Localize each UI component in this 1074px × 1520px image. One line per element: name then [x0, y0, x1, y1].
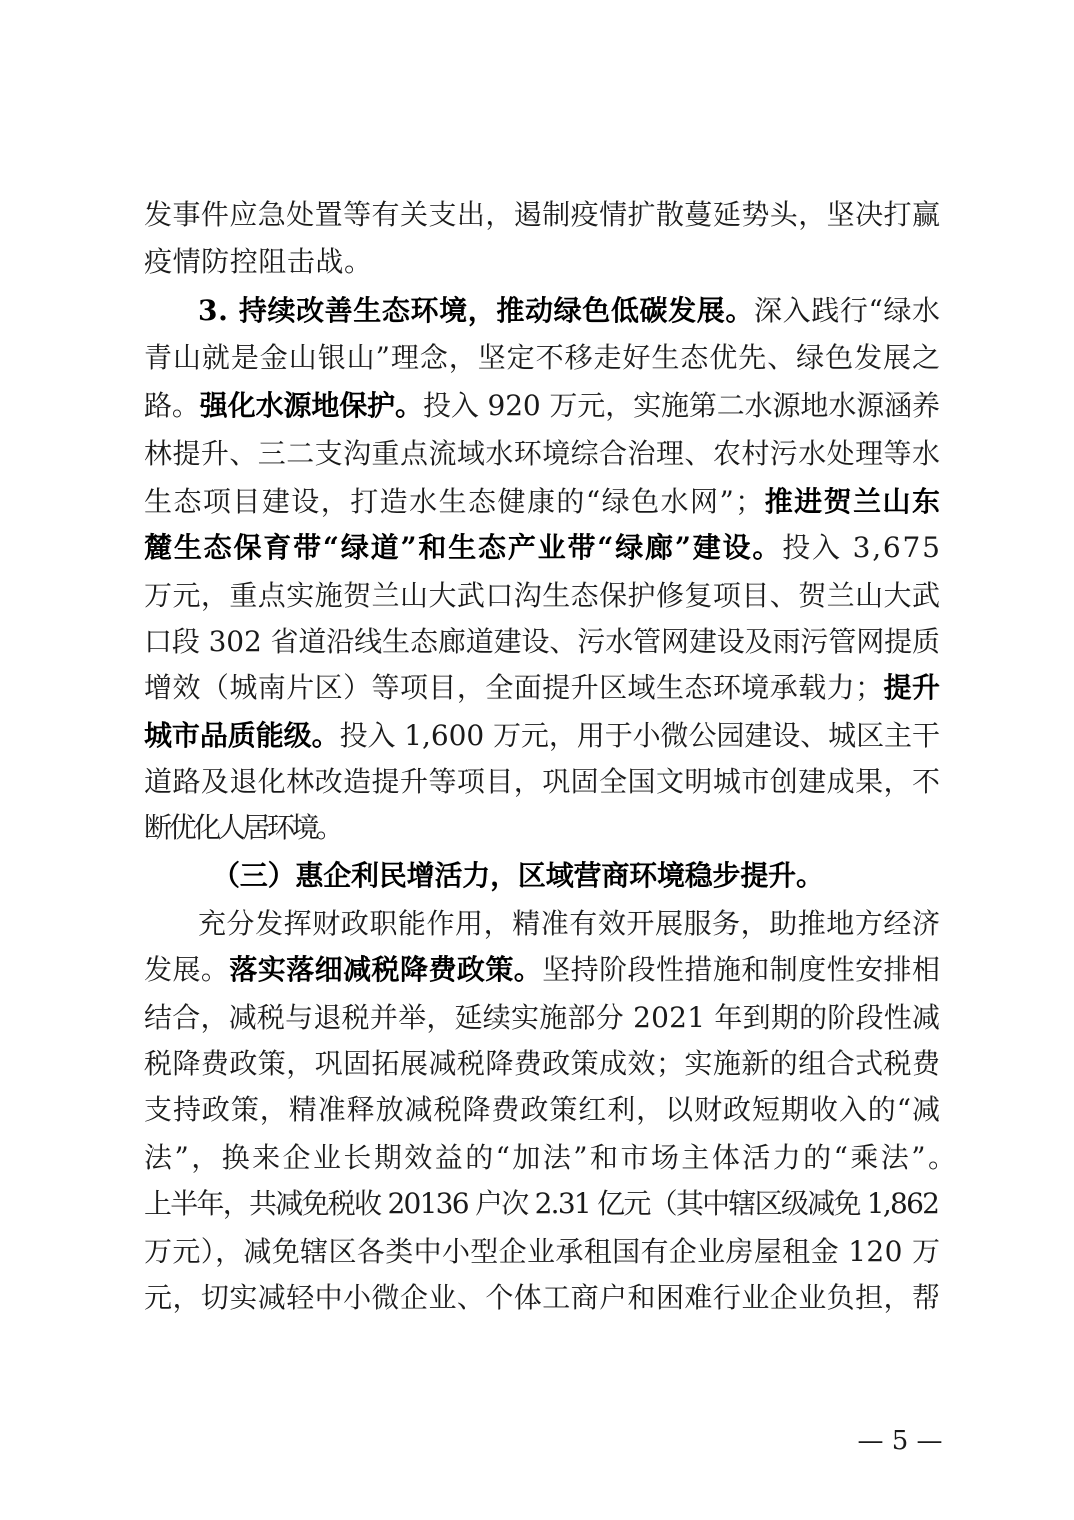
text-line — [144, 666, 940, 710]
body-text-run: 税降费政策，巩固拓展减税降费政策成效；实施新的组合式税费 — [144, 1047, 941, 1080]
body-text-run: 坚持阶段性措施和制度性安排相 — [542, 953, 941, 986]
body-text-run: 发事件应急处置等有关支出，遏制疫情扩散蔓延势头，坚决打赢 — [144, 198, 941, 231]
body-text-run: 万元），减免辖区各类中小型企业承租国有企业房屋租金 120 万 — [144, 1235, 941, 1268]
page-number: — 5 — — [857, 1426, 943, 1456]
body-text-run: 充分发挥财政职能作用，精准有效开展服务，助推地方经济 — [198, 907, 941, 940]
body-text-run: 疫情防控阻击战。 — [144, 245, 373, 278]
body-text-run: 投入 1,600 万元，用于小微公园建设、城区主干 — [339, 719, 940, 752]
body-text-run: 投入 920 万元，实施第二水源地水源涵养 — [422, 389, 940, 422]
body-text-run: 投入 3,675 — [782, 531, 942, 564]
text-line — [144, 1136, 958, 1180]
text-line — [198, 289, 941, 333]
text-line — [144, 996, 940, 1040]
body-text-run: 断优化人居环境。 — [144, 811, 341, 844]
text-line — [144, 480, 941, 524]
text-line — [144, 432, 940, 476]
bold-heading-text: 强化水源地保护。 — [199, 389, 423, 422]
body-text-run: 发展。 — [144, 953, 230, 986]
bold-heading-text: 落实落细减税降费政策。 — [229, 953, 543, 986]
bold-heading-text: 麓生态保育带“绿道”和生态产业带“绿廊”建设。 — [144, 531, 783, 564]
bold-heading-text: 推进贺兰山东 — [764, 485, 942, 518]
text-line — [144, 1182, 938, 1226]
bold-heading-text: （三）惠企利民增活力，区域营商环境稳步提升。 — [212, 859, 824, 892]
body-text-run: 元，切实减轻中小微企业、个体工商户和困难行业企业负担，帮 — [144, 1281, 941, 1314]
text-line — [144, 1276, 940, 1320]
body-text-run: 林提升、三二支沟重点流域水环境综合治理、农村污水处理等水 — [144, 437, 941, 470]
text-line — [144, 1230, 940, 1274]
body-text-run: 法”，换来企业长期效益的“加法”和市场主体活力的“乘法”。 — [144, 1141, 959, 1174]
text-line — [144, 1088, 941, 1132]
text-line — [144, 574, 940, 618]
text-line — [144, 336, 941, 380]
body-text-run: 口段 302 省道沿线生态廊道建设、污水管网建设及雨污管网提质 — [144, 625, 940, 658]
text-line — [144, 1042, 940, 1086]
text-line — [144, 948, 940, 992]
bold-heading-text: 3. 持续改善生态环境，推动绿色低碳发展。 — [198, 294, 754, 327]
text-line — [144, 760, 940, 804]
body-text-run: 青山就是金山银山”理念，坚定不移走好生态优先、绿色发展之 — [144, 341, 941, 374]
text-line — [144, 714, 940, 758]
body-text-run: 路。 — [144, 389, 200, 422]
text-line — [144, 384, 940, 428]
body-text-run: 道路及退化林改造提升等项目，巩固全国文明城市创建成果，不 — [144, 765, 941, 798]
body-text-run: 万元，重点实施贺兰山大武口沟生态保护修复项目、贺兰山大武 — [144, 579, 941, 612]
text-line — [144, 240, 373, 284]
body-text-run: 上半年，共减免税收 20136 户次 2.31 亿元（其中辖区级减免 1,862 — [144, 1187, 939, 1220]
body-text-run: 支持政策，精准释放减税降费政策红利，以财政短期收入的“减 — [144, 1093, 941, 1126]
body-text-run: 增效（城南片区）等项目，全面提升区域生态环境承载力； — [144, 671, 884, 704]
text-line — [212, 854, 824, 898]
bold-heading-text: 提升 — [883, 671, 941, 704]
text-line — [144, 806, 341, 850]
text-line — [144, 526, 942, 570]
body-text-run: 结合，减税与退税并举，延续实施部分 2021 年到期的阶段性减 — [144, 1001, 941, 1034]
text-line — [198, 902, 941, 946]
text-line — [144, 620, 940, 664]
bold-heading-text: 城市品质能级。 — [144, 719, 340, 752]
body-text-run: 生态项目建设，打造水生态健康的“绿色水网”； — [144, 485, 765, 518]
text-line — [144, 193, 940, 237]
body-text-run: 深入践行“绿水 — [753, 294, 941, 327]
